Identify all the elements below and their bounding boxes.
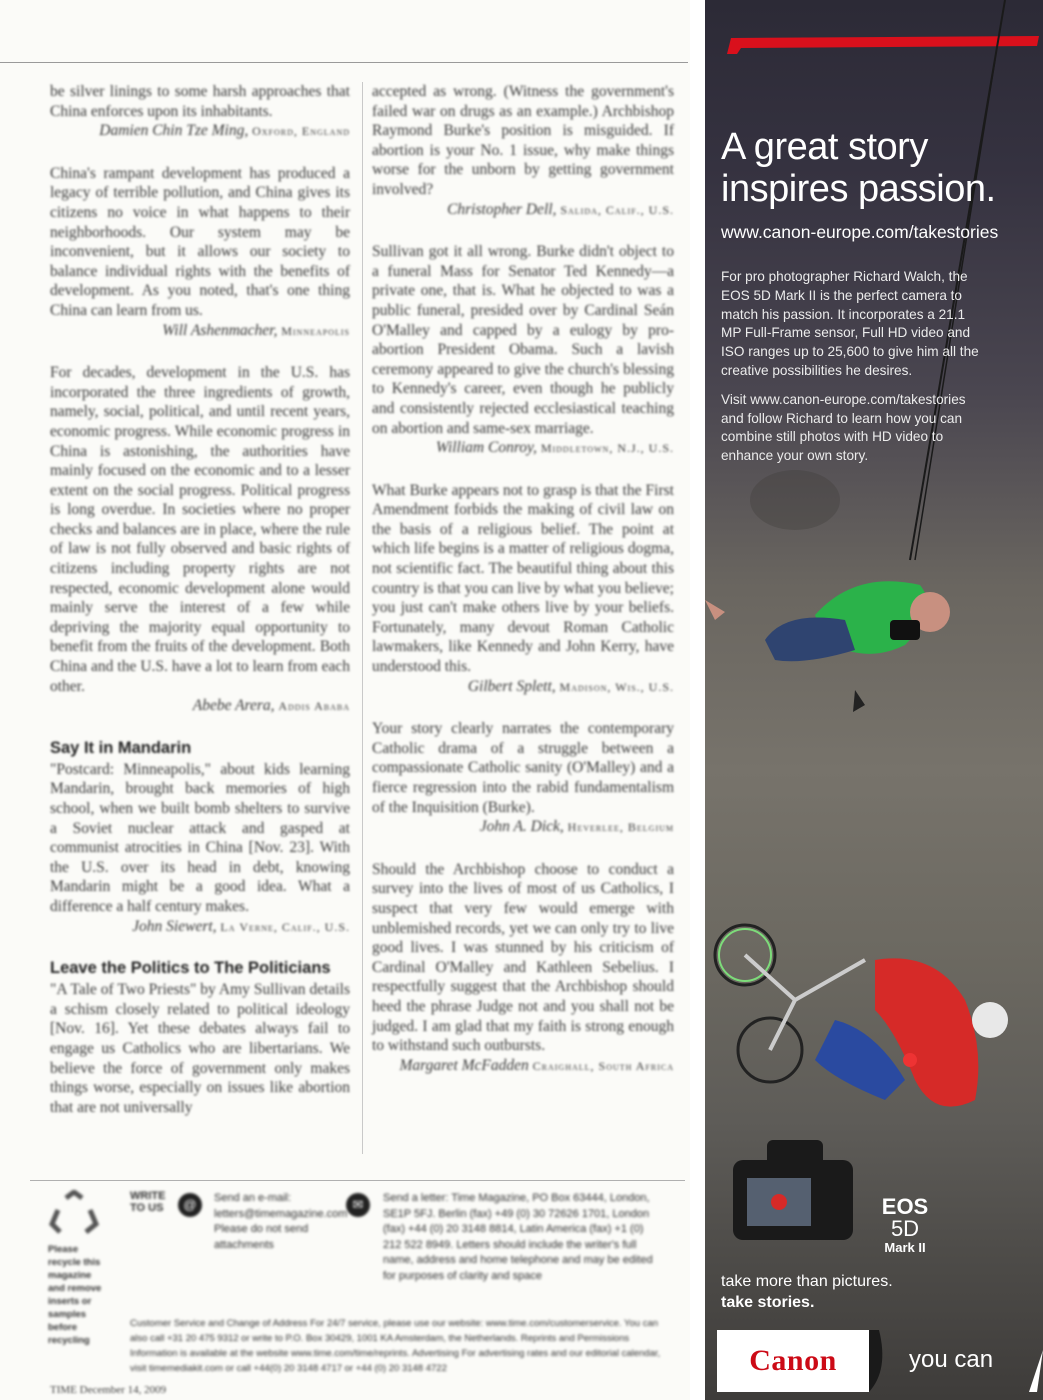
mail-icon: ✉	[346, 1193, 370, 1217]
write-to-us-label: WRITE TO US	[130, 1190, 166, 1214]
letter-paragraph: China's rampant development has produced a legacy of terrible pollution, and China gives its citizens no voice in what happens to their neighborhoods. Our system may be inconvenient, but it allows our society to balance individual rights with the benefits of development. As you noted, that's one thing China can learn from us.	[50, 164, 350, 319]
letter-heading: Leave the Politics to The Politicians	[50, 959, 331, 978]
letter-paragraph: accepted as wrong. (Witness the government's failed war on drugs as an example.) Archbishop Raymond Burke's position is misguided. If abortion is your No. 1 issue, why make things worse for the unborn by getting government involved?	[372, 83, 674, 198]
letter-signature	[372, 817, 674, 838]
mark-label: Mark II	[884, 1240, 926, 1255]
signature-name: Will Ashenmacher,	[162, 321, 278, 339]
letters-column-2	[372, 82, 674, 1098]
letter-signature	[372, 1056, 674, 1077]
canon-logo: Canon	[749, 1344, 837, 1377]
signature-name: Damien Chin Tze Ming,	[99, 122, 249, 140]
canon-advertisement	[690, 0, 1043, 1400]
tagline-bold: take stories.	[721, 1294, 815, 1311]
signature-place: Salida, Calif., U.S.	[560, 202, 674, 217]
signature-place: Craighall, South Africa	[532, 1058, 674, 1073]
eos-label: EOS	[881, 1194, 929, 1219]
letter-signature	[372, 200, 674, 221]
signature-place: Middletown, N.J., U.S.	[540, 441, 674, 456]
letter-signature	[50, 917, 350, 938]
model-label: 5D	[890, 1216, 920, 1241]
letters-column-1	[50, 82, 350, 1117]
letter-instructions: Send a letter: Time Magazine, PO Box 63444, London, SE1P 5FJ. Berlin (fax) +49 (0) 30 72626 1701, London (fax) +44 (0) 20 3148 8814, Latin America (fax) +1 (0) 212 522 8949. Letters should include the writer's full name, address and home telephone and may be edited for purposes of clarity and space	[383, 1192, 653, 1282]
letter-signature	[372, 438, 674, 459]
recycle-icon	[46, 1190, 102, 1240]
column-divider	[362, 82, 363, 1154]
letter-signature	[372, 677, 674, 698]
letter-signature	[50, 696, 350, 717]
letter-paragraph: "Postcard: Minneapolis," about kids learning Mandarin, brought back memories of high school, when we built bomb shelters to survive a Soviet nuclear attack and gasped at communist atrocities in China [Nov. 23]. With the U.S. over its head in debt, knowing Mandarin might be a good idea. What a difference a half century makes.	[50, 760, 350, 915]
letter-paragraph: "A Tale of Two Priests" by Amy Sullivan details a schism closely related to political ideology [Nov. 16]. Yet these debates always fail to engage us Catholics who are libertarians. We believe the force of government only makes things worse, especially on issues like abortion that are not universally	[50, 981, 350, 1116]
letter-paragraph: Your story clearly narrates the contemporary Catholic drama of a struggle between a compassionate Catholic sanity (O'Malley) and a fierce regression into the rabid fundamentalism of the Inquisition (Burke).	[372, 720, 674, 816]
letter-paragraph: What Burke appears not to grasp is that the First Amendment forbids the making of civil law on the basis of a religious belief. The point at which life begins is a matter of religious dogma, not scientific fact. The beautiful thing about this country is that you can live by what you believe; you just can't make others live by your beliefs. Fortunately, many devout Roman Catholic lawmakers, like Kennedy and John Kerry, have understood this.	[372, 481, 674, 676]
ad-body	[721, 268, 981, 476]
signature-name: Abebe Arera,	[192, 697, 275, 715]
signature-place: Madison, Wis., U.S.	[559, 679, 674, 694]
signature-name: Margaret McFadden	[399, 1056, 529, 1074]
email-icon: @	[178, 1193, 202, 1217]
signature-name: John Siewert,	[132, 917, 217, 935]
signature-name: Christopher Dell,	[447, 200, 557, 218]
recycle-note: Please recycle this magazine and remove inserts or samples before recycling	[48, 1244, 102, 1346]
signature-name: Gilbert Splett,	[467, 677, 556, 695]
you-can-slogan: you can	[909, 1346, 994, 1373]
signature-name: John A. Dick,	[479, 818, 564, 836]
signature-place: Addis Ababa	[278, 699, 350, 714]
signature-place: Oxford, England	[252, 124, 350, 139]
ad-photo-background	[705, 0, 1043, 1400]
top-rule	[0, 62, 688, 63]
ad-body-paragraph-1: For pro photographer Richard Walch, the EOS 5D Mark II is the perfect camera to match his passion. It incorporates a 21.1 MP Full-Frame sensor, Full HD video and ISO ranges up to 25,600 to give him all the creative possibilities he desires.	[721, 269, 979, 378]
ad-body-paragraph-2: Visit www.canon-europe.com/takestories and follow Richard to learn how you can combine still photos with HD video to enhance your own story.	[721, 391, 966, 464]
letter-signature	[50, 121, 350, 142]
letter-paragraph: Sullivan got it all wrong. Burke didn't object to a funeral Mass for Senator Ted Kennedy—a private one, that is. What he objected to was a public funeral, presided over by Cardinal Seán O'Malley and capped by a eulogy by pro-abortion President Obama. Such a lavish ceremony appeared to give the church's blessing to Kennedy's career, even though he publicly and consistently rejected ecclesiastical teaching on abortion and same-sex marriage.	[372, 243, 674, 437]
signature-place: Heverlee, Belgium	[567, 820, 674, 835]
customer-service-note: Customer Service and Change of Address For 24/7 service, please use our website: www.time.com/customerservice. You can also call +31 20 475 9312 or write to P.O. Box 30429, 1001 KA Amsterdam, the Netherlands. Reprints and Permissions Information is available at the website www.time.com/time/reprints. Advertising For advertising rates and our editorial calendar, visit timemediakit.com or call +44(0) 20 3148 4717 or +44 (0) 20 3148 4722	[130, 1318, 661, 1374]
signature-place: La Verne, Calif., U.S.	[220, 919, 350, 934]
bottom-rule	[30, 1180, 685, 1181]
ad-tagline	[721, 1271, 893, 1313]
letter-heading: Say It in Mandarin	[50, 738, 192, 757]
letter-signature	[50, 321, 350, 342]
ad-headline: A great story inspires passion.	[721, 126, 996, 210]
signature-place: Minneapolis	[281, 323, 350, 338]
tagline-line-1: take more than pictures.	[721, 1273, 893, 1290]
letter-paragraph: be silver linings to some harsh approaches that China enforces upon its inhabitants.	[50, 83, 350, 120]
letter-paragraph: For decades, development in the U.S. has incorporated the three ingredients of growth, namely, social, political, and until recent years, economic progress. While economic progress in China is astonishing, the authorities have mainly focused on the economic and to a lesser extent on the social progress. Political progress is long overdue. In societies where no proper checks and balances are in place, where the rule of law is not fully observed and basic rights of citizens including property rights are not respected, economic development alone would mainly serve the interest of a few while depriving the majority equal opportunity to benefit from the fruits of the development. Both China and the U.S. have a lot to learn from each other.	[50, 364, 350, 695]
photo-illustration	[705, 0, 1043, 1400]
eos-5d-mark-ii-logo	[877, 1196, 933, 1255]
tagline-line-2	[721, 1292, 893, 1313]
canon-logo-box	[717, 1330, 869, 1392]
page-footer: TIME December 14, 2009	[50, 1384, 167, 1396]
ad-url: www.canon-europe.com/takestories	[721, 222, 999, 242]
signature-name: William Conroy,	[435, 439, 537, 457]
letter-paragraph: Should the Archbishop choose to conduct a survey into the lives of most of us Catholics, I suspect that very few would emerge with unblemished records, yet we can only try to live good lives. I was stunned by his criticism of Cardinal O'Malley and Kathleen Sebelius. I respectfully suggest that the Archbishop should heed the phrase Judge not and you shall not be judged. I am glad that my faith is strong enough to withstand such outbursts.	[372, 860, 674, 1055]
email-instructions: Send an e-mail: letters@timemagazine.com Please do not send attachments	[214, 1192, 348, 1251]
